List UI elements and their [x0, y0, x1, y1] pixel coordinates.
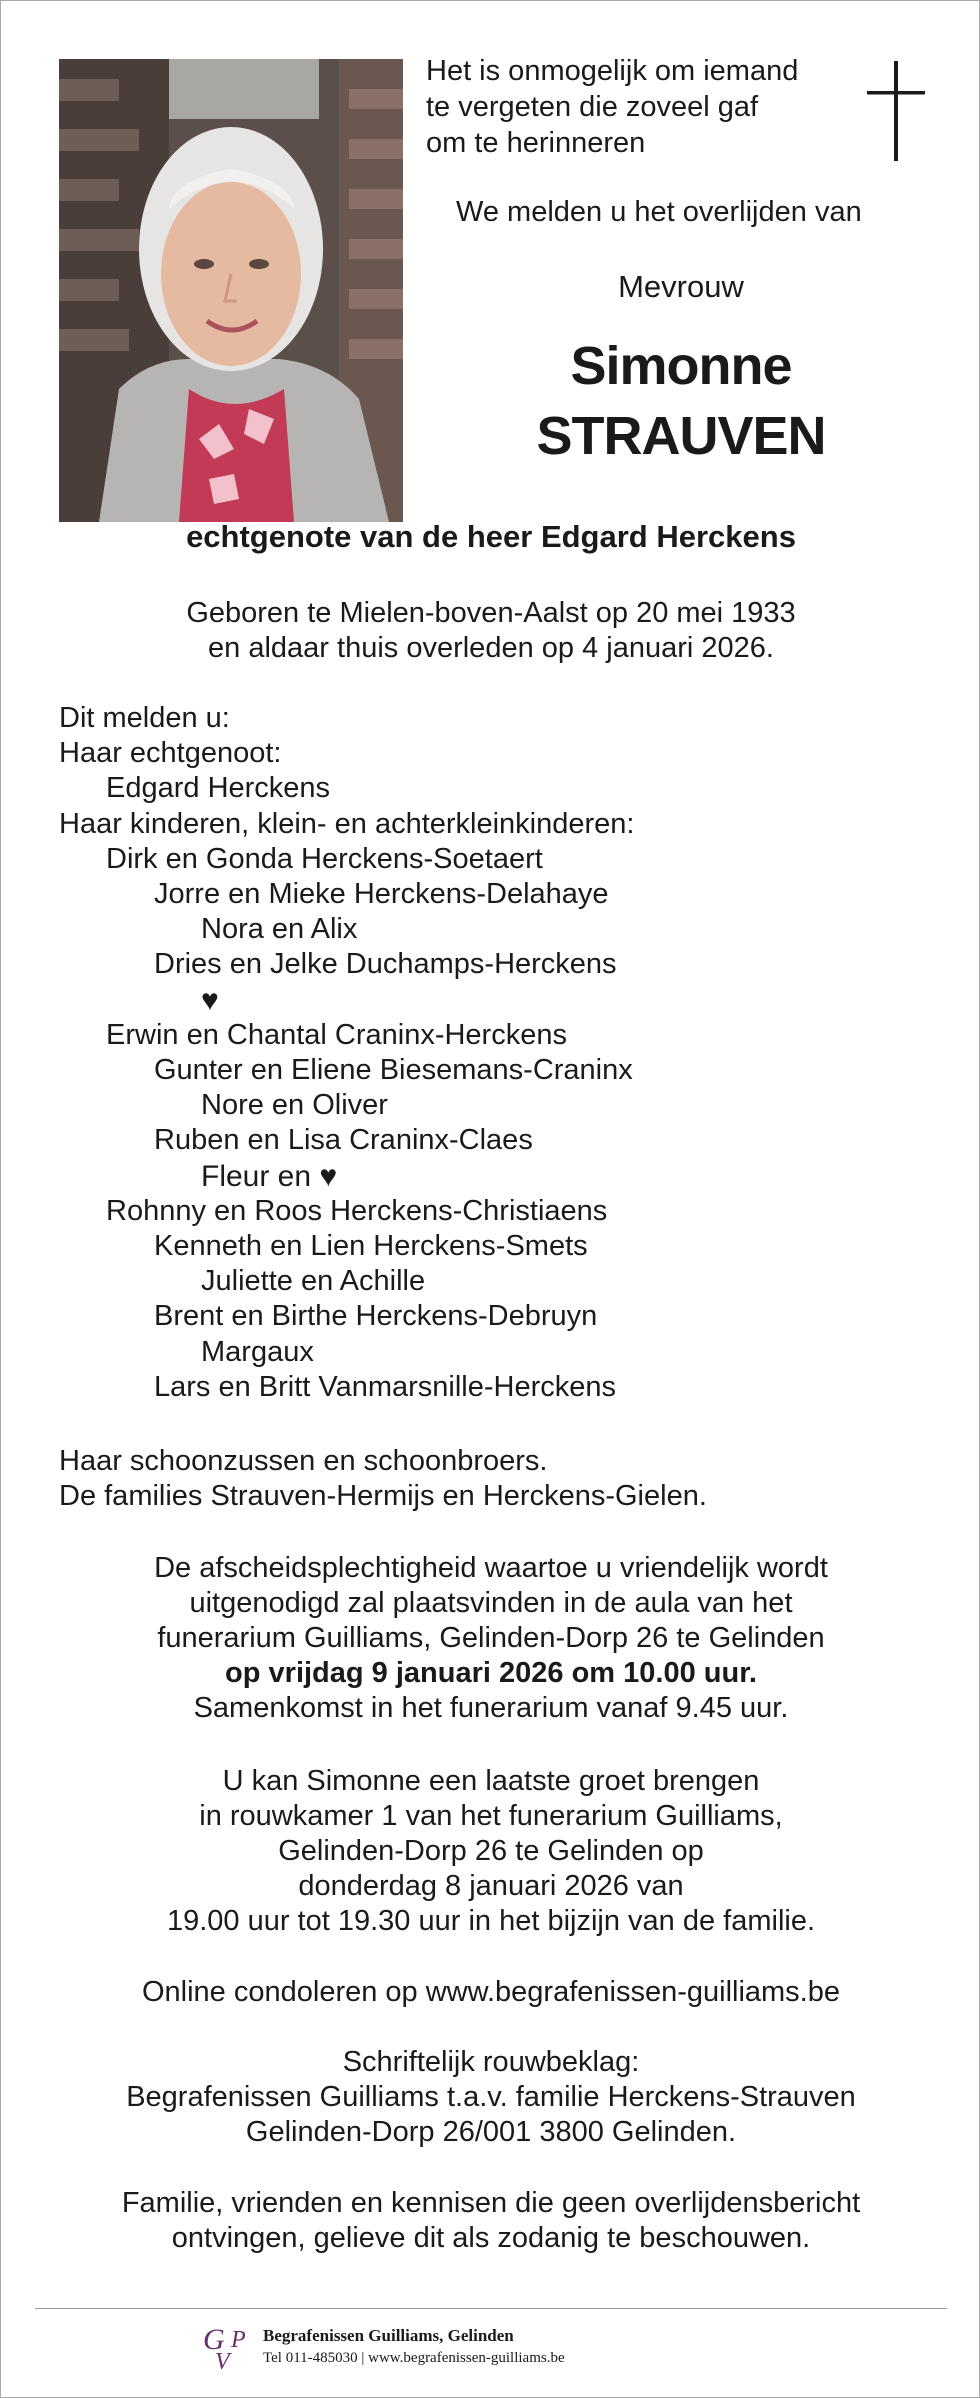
- footer-text: [263, 2325, 565, 2369]
- ceremony-line: funerarium Guilliams, Gelinden-Dorp 26 te Gelinden: [157, 1622, 825, 1654]
- gathering-line: Samenkomst in het funerarium vanaf 9.45 uur.: [193, 1692, 789, 1724]
- family-row: Kenneth en Lien Herckens-Smets: [154, 1230, 588, 1263]
- birth-death-info: [1, 596, 980, 666]
- last-name: STRAUVEN: [536, 406, 826, 466]
- visitation-line: Gelinden-Dorp 26 te Gelinden op: [278, 1835, 704, 1867]
- family-row: ♥: [201, 983, 219, 1017]
- written-line: Begrafenissen Guilliams t.a.v. familie Herckens-Strauven: [126, 2081, 856, 2113]
- family-row: Rohnny en Roos Herckens-Christiaens: [106, 1194, 608, 1227]
- family-row: Dirk en Gonda Herckens-Soetaert: [106, 842, 543, 875]
- quote-line: Het is onmogelijk om iemand: [426, 55, 799, 87]
- logo-letter: G: [203, 2323, 225, 2356]
- family-row: Lars en Britt Vanmarsnille-Herckens: [154, 1370, 617, 1403]
- family-row: Juliette en Achille: [201, 1265, 426, 1298]
- family-row: Dries en Jelke Duchamps-Herckens: [154, 948, 617, 981]
- visitation-line: 19.00 uur tot 19.30 uur in het bijzijn van de familie.: [166, 1905, 816, 1937]
- ceremony-line: uitgenodigd zal plaatsvinden in de aula van het: [189, 1587, 793, 1619]
- company-contact: Tel 011-485030 | www.begrafenissen-guilliams.be: [263, 2350, 565, 2366]
- ceremony-block: [1, 1551, 980, 1726]
- visitation-line: U kan Simonne een laatste groet brengen: [222, 1765, 760, 1797]
- portrait-illustration: [59, 59, 403, 522]
- closing-line: Familie, vrienden en kennisen die geen overlijdensbericht: [121, 2187, 861, 2219]
- family-row: Dit melden u:: [59, 702, 230, 734]
- info-line: Geboren te Mielen-boven-Aalst op 20 mei 1933: [186, 597, 796, 629]
- logo-letter: V: [215, 2349, 230, 2375]
- funeral-home-logo: [201, 2319, 253, 2377]
- relatives-block: [59, 1444, 707, 1514]
- honorific: Mevrouw: [618, 269, 744, 304]
- family-row: Fleur en ♥: [201, 1159, 338, 1193]
- family-row: Margaux: [201, 1335, 314, 1368]
- cross-icon: [867, 61, 925, 161]
- relatives-line: De families Strauven-Hermijs en Herckens-Gielen.: [59, 1480, 707, 1512]
- announcement-intro: We melden u het overlijden van: [456, 196, 862, 228]
- family-row: Jorre en Mieke Herckens-Delahaye: [154, 878, 609, 911]
- ceremony-date: op vrijdag 9 januari 2026 om 10.00 uur.: [225, 1657, 757, 1689]
- online-condolence: Online condoleren op www.begrafenissen-guilliams.be: [141, 1976, 840, 2008]
- family-row: Haar echtgenoot:: [59, 737, 282, 770]
- memorial-quote: [426, 53, 856, 161]
- quote-line: om te herinneren: [426, 127, 646, 159]
- family-row: Nora en Alix: [201, 913, 358, 946]
- ceremony-line: De afscheidsplechtigheid waartoe u vriendelijk wordt: [154, 1552, 828, 1584]
- deceased-name-block: [421, 269, 941, 469]
- first-name: Simonne: [570, 336, 792, 396]
- family-list: [59, 701, 634, 1405]
- family-row: Brent en Birthe Herckens-Debruyn: [154, 1300, 598, 1333]
- closing-line: ontvingen, gelieve dit als zodanig te beschouwen.: [171, 2222, 811, 2254]
- portrait-photo: [59, 59, 403, 522]
- logo-letter: P: [231, 2327, 246, 2353]
- written-line: Schriftelijk rouwbeklag:: [342, 2046, 640, 2078]
- written-line: Gelinden-Dorp 26/001 3800 Gelinden.: [245, 2116, 737, 2148]
- family-row: Gunter en Eliene Biesemans-Craninx: [154, 1054, 633, 1087]
- written-condolence-block: [1, 2045, 980, 2150]
- family-row: Erwin en Chantal Craninx-Herckens: [106, 1018, 567, 1051]
- spouse-line: echtgenote van de heer Edgard Herckens: [186, 519, 796, 554]
- family-row: Ruben en Lisa Craninx-Claes: [154, 1124, 533, 1157]
- quote-line: te vergeten die zoveel gaf: [426, 91, 759, 123]
- family-row: Nore en Oliver: [201, 1089, 388, 1122]
- visitation-line: in rouwkamer 1 van het funerarium Guilliams,: [199, 1800, 783, 1832]
- visitation-block: [1, 1764, 980, 1939]
- footer-divider: [35, 2308, 947, 2309]
- closing-note: [1, 2186, 980, 2256]
- info-line: en aldaar thuis overleden op 4 januari 2026.: [208, 632, 774, 664]
- relatives-line: Haar schoonzussen en schoonbroers.: [59, 1445, 548, 1477]
- visitation-line: donderdag 8 januari 2026 van: [298, 1870, 684, 1902]
- family-row: Haar kinderen, klein- en achterkleinkinderen:: [59, 807, 635, 840]
- company-name: Begrafenissen Guilliams, Gelinden: [263, 2326, 514, 2345]
- family-row: Edgard Herckens: [106, 772, 331, 805]
